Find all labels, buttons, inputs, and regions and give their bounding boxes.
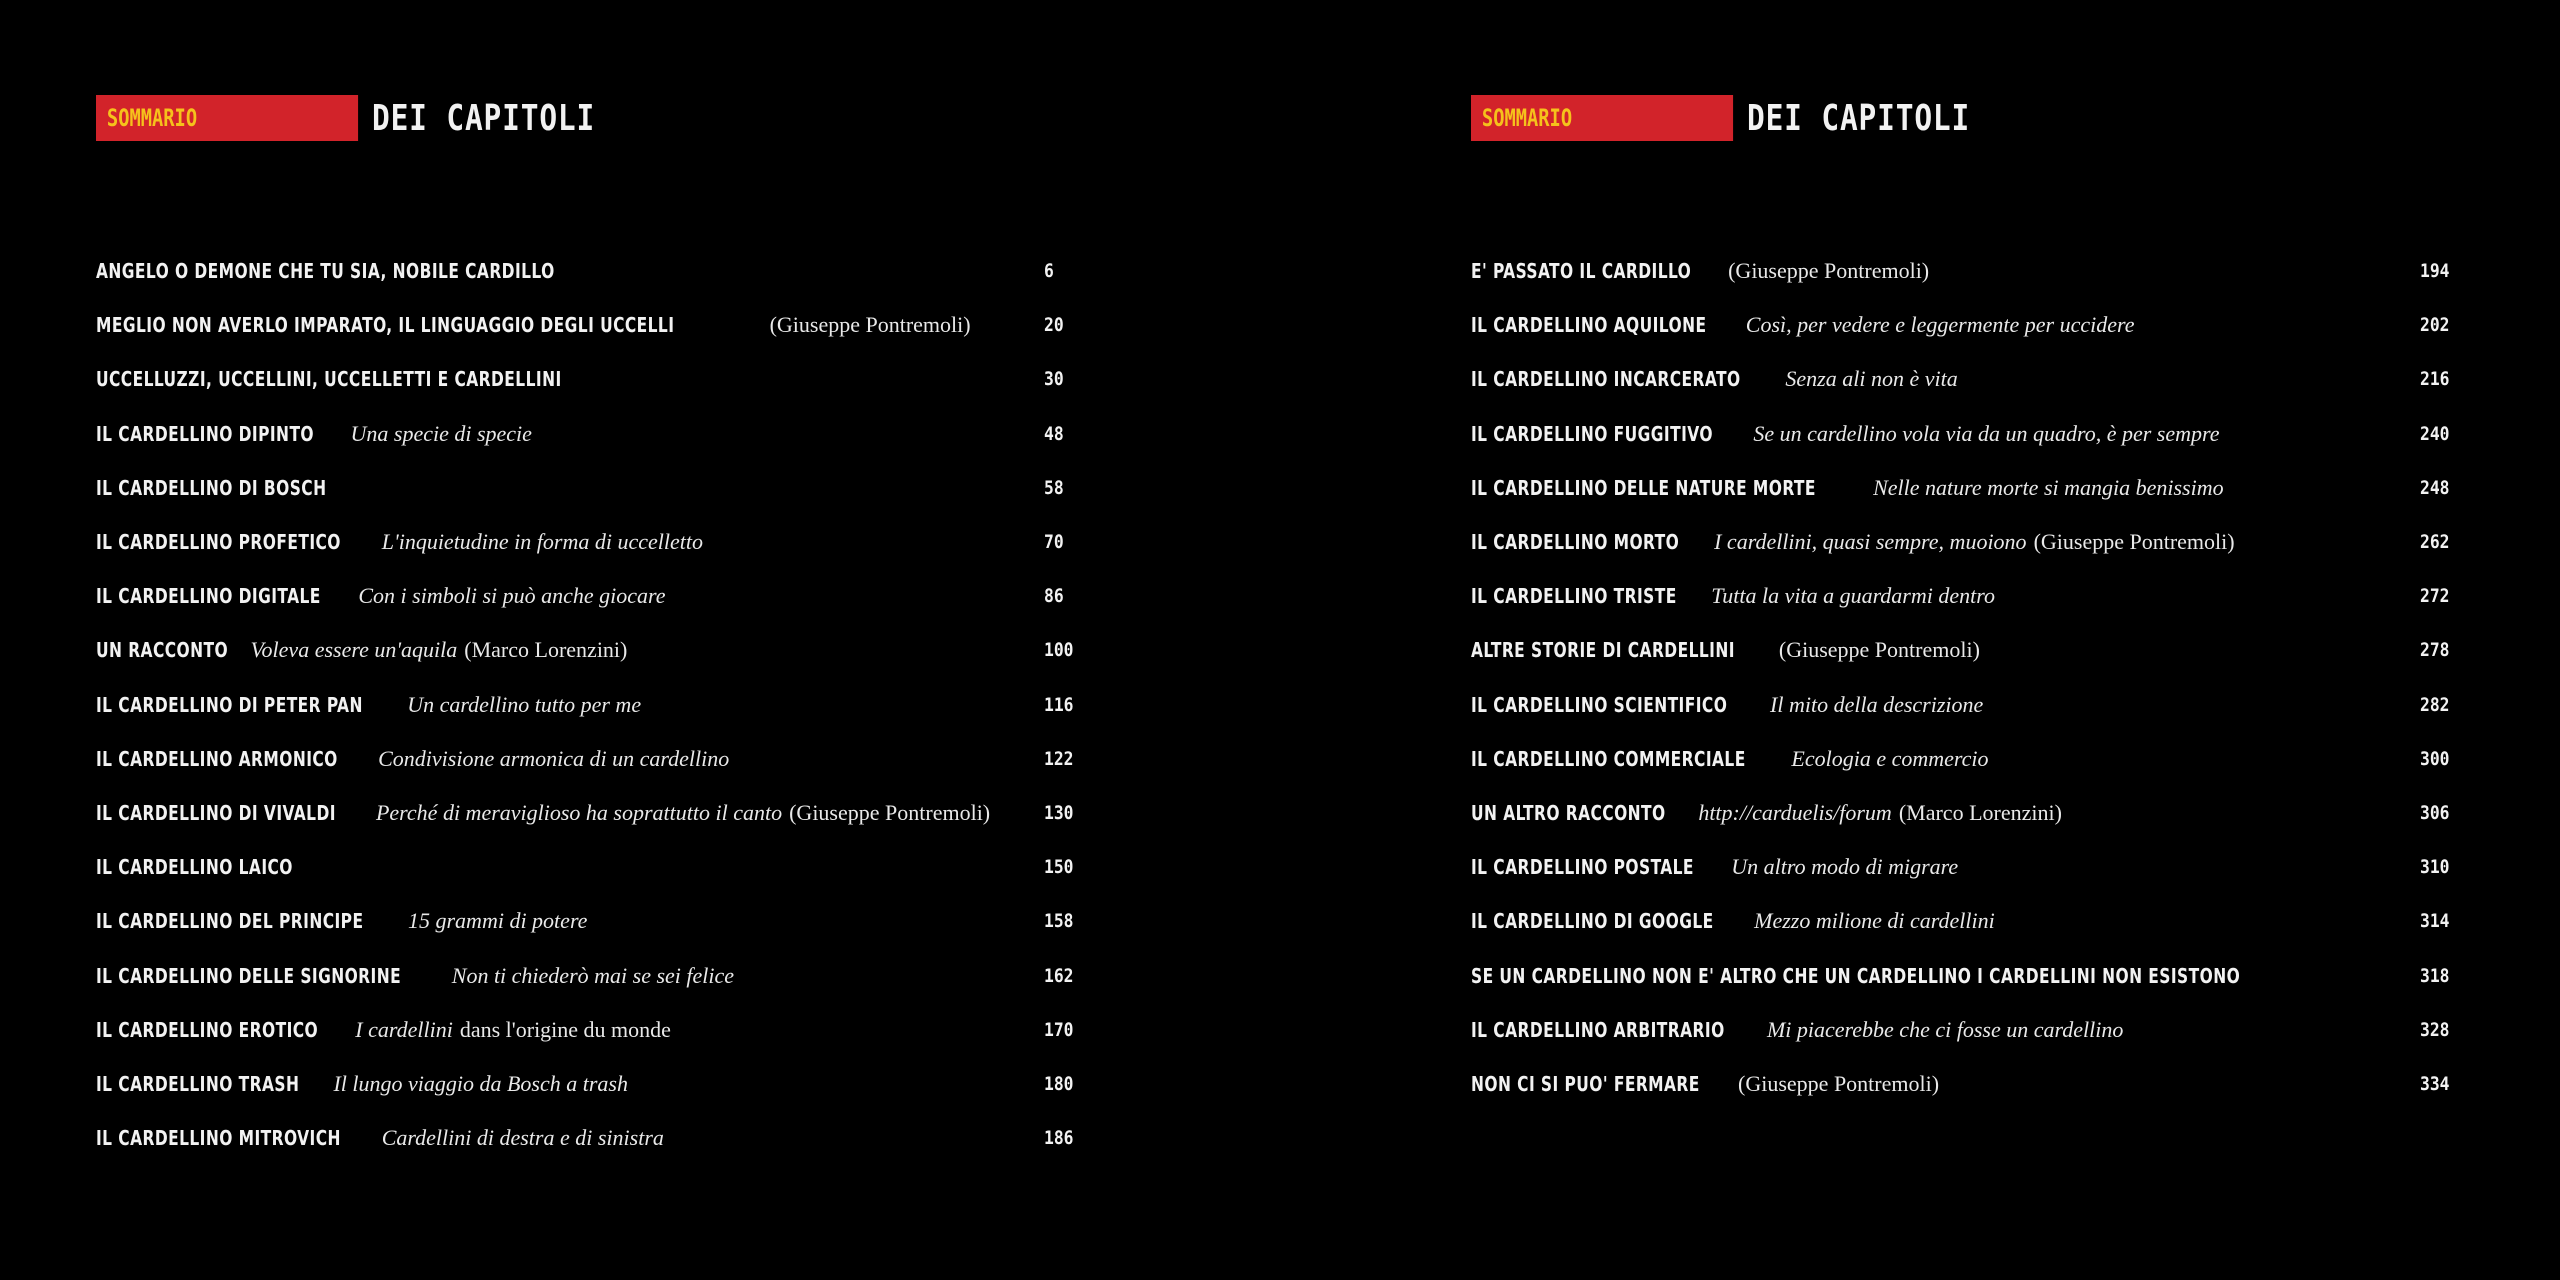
- page-number: 170: [1044, 1018, 1074, 1041]
- chapter-subtitle: Se un cardellino vola via da un quadro, è per sempre: [1753, 420, 2220, 446]
- page-number: 248: [2420, 476, 2450, 499]
- toc-entry: [96, 407, 1096, 461]
- page-number: 150: [1044, 856, 1074, 879]
- chapter-title: IL CARDELLINO LAICO: [96, 855, 293, 880]
- toc-entry: [1471, 461, 2471, 515]
- chapter-title: IL CARDELLINO SCIENTIFICO: [1471, 692, 1728, 717]
- chapter-subtitle: Il lungo viaggio da Bosch a trash: [333, 1070, 628, 1096]
- page-number: 272: [2420, 585, 2450, 608]
- heading-badge: SOMMARIO: [1471, 95, 1733, 141]
- toc-entry-text: [1471, 529, 2235, 555]
- toc-entry: [1471, 894, 2471, 948]
- page-number: 58: [1044, 476, 1064, 499]
- toc-entry: [1471, 515, 2471, 569]
- page-number: 282: [2420, 693, 2450, 716]
- chapter-subtitle: I cardellini, quasi sempre, muoiono: [1714, 529, 2027, 555]
- page-number: 262: [2420, 531, 2450, 554]
- toc-entry-text: [1471, 637, 1980, 663]
- chapter-subtitle: Ecologia e commercio: [1791, 745, 1989, 771]
- chapter-subtitle: Voleva essere un'aquila: [250, 637, 458, 663]
- chapter-subtitle: http://carduelis/forum: [1698, 799, 1892, 825]
- toc-entry-text: [1471, 312, 2135, 338]
- chapter-author: (Giuseppe Pontremoli): [769, 312, 971, 338]
- toc-entry-text: [1471, 366, 1958, 392]
- toc-entry-text: [1471, 1017, 2123, 1043]
- chapter-title: E' PASSATO IL CARDILLO: [1471, 259, 1692, 284]
- chapter-subtitle: Mezzo milione di cardellini: [1754, 908, 1995, 934]
- left-page: [96, 0, 1096, 1280]
- chapter-title: NON CI SI PUO' FERMARE: [1471, 1071, 1700, 1096]
- chapter-title: IL CARDELLINO DIPINTO: [96, 421, 315, 446]
- chapter-subtitle: 15 grammi di potere: [408, 908, 588, 934]
- toc-entry: [96, 461, 1096, 515]
- toc-entry-text: [96, 963, 734, 989]
- chapter-title: IL CARDELLINO DI VIVALDI: [96, 800, 336, 825]
- chapter-title: IL CARDELLINO DEL PRINCIPE: [96, 909, 364, 934]
- chapter-author: (Giuseppe Pontremoli): [789, 799, 991, 825]
- right-page: [1471, 0, 2471, 1280]
- chapter-title: IL CARDELLINO ARMONICO: [96, 746, 338, 771]
- toc-entry: [96, 894, 1096, 948]
- chapter-title: IL CARDELLINO ARBITRARIO: [1471, 1017, 1725, 1042]
- chapter-title: UCCELLUZZI, UCCELLINI, UCCELLETTI E CARDELLINI: [96, 367, 562, 392]
- chapter-subtitle: L'inquietudine in forma di uccelletto: [381, 529, 703, 555]
- toc-entry: [96, 298, 1096, 352]
- toc-entry: [1471, 840, 2471, 894]
- toc-entry-text: [96, 800, 990, 826]
- chapter-title: IL CARDELLINO POSTALE: [1471, 855, 1694, 880]
- chapter-subtitle: Non ti chiederò mai se sei felice: [451, 962, 735, 988]
- toc-heading: [96, 95, 644, 141]
- toc-entry-text: [96, 1071, 628, 1097]
- toc-entry: [96, 678, 1096, 732]
- toc-entry: [1471, 732, 2471, 786]
- toc-entry-text: [96, 692, 641, 718]
- toc-entry-text: [96, 746, 729, 772]
- page-number: 20: [1044, 314, 1064, 337]
- chapter-author: (Marco Lorenzini): [1898, 799, 2062, 825]
- toc-entry-text: [96, 259, 623, 283]
- chapter-title: IL CARDELLINO COMMERCIALE: [1471, 746, 1746, 771]
- toc-entry-text: [1471, 258, 1929, 284]
- page-number: 6: [1044, 260, 1054, 283]
- toc-entry-text: [96, 583, 666, 609]
- toc-entry: [1471, 244, 2471, 298]
- chapter-subtitle: Con i simboli si può anche giocare: [358, 583, 666, 609]
- toc-entry: [1471, 407, 2471, 461]
- chapter-title: IL CARDELLINO TRISTE: [1471, 584, 1677, 609]
- chapter-subtitle: Mi piacerebbe che ci fosse un cardellino: [1766, 1016, 2124, 1042]
- toc-entry-text: [1471, 854, 1958, 880]
- toc-entry: [1471, 352, 2471, 406]
- page-number: 100: [1044, 639, 1074, 662]
- toc-entry: [96, 352, 1096, 406]
- chapter-author: (Giuseppe Pontremoli): [1728, 258, 1930, 284]
- chapter-title: IL CARDELLINO FUGGITIVO: [1471, 421, 1713, 446]
- toc-entry: [1471, 1003, 2471, 1057]
- chapter-subtitle: Tutta la vita a guardarmi dentro: [1711, 583, 1995, 609]
- chapter-subtitle: Perché di meraviglioso ha soprattutto il canto: [375, 799, 783, 825]
- toc-entry: [96, 515, 1096, 569]
- chapter-title: IL CARDELLINO EROTICO: [96, 1017, 319, 1042]
- page-number: 194: [2420, 260, 2450, 283]
- toc-entry-text: [1471, 692, 1983, 718]
- toc-entry: [96, 948, 1096, 1002]
- toc-entry-text: [96, 476, 358, 500]
- chapter-title: ALTRE STORIE DI CARDELLINI: [1471, 638, 1735, 663]
- chapter-title: IL CARDELLINO DELLE NATURE MORTE: [1471, 475, 1816, 500]
- page-number: 86: [1044, 585, 1064, 608]
- toc-entry-text: [96, 1125, 664, 1151]
- toc-entry: [1471, 1057, 2471, 1111]
- toc-entry: [96, 786, 1096, 840]
- chapter-subtitle: Senza ali non è vita: [1785, 366, 1958, 392]
- chapter-title: ANGELO O DEMONE CHE TU SIA, NOBILE CARDILLO: [96, 259, 555, 284]
- toc-entry-text: [1471, 475, 2224, 501]
- chapter-author: (Marco Lorenzini): [464, 637, 628, 663]
- toc-heading: [1471, 95, 2019, 141]
- page-number: 158: [1044, 910, 1074, 933]
- chapter-title: UN RACCONTO: [96, 638, 229, 663]
- toc-entry: [96, 1003, 1096, 1057]
- chapter-title: IL CARDELLINO DELLE SIGNORINE: [96, 963, 402, 988]
- chapter-author: (Giuseppe Pontremoli): [1778, 637, 1980, 663]
- heading-badge: SOMMARIO: [96, 95, 358, 141]
- page-number: 216: [2420, 368, 2450, 391]
- chapter-author: (Giuseppe Pontremoli): [1738, 1070, 1940, 1096]
- page-number: 314: [2420, 910, 2450, 933]
- chapter-title: IL CARDELLINO INCARCERATO: [1471, 367, 1741, 392]
- toc-entry: [1471, 786, 2471, 840]
- chapter-title: IL CARDELLINO DI GOOGLE: [1471, 909, 1714, 934]
- toc-entry-text: [96, 855, 319, 879]
- page-number: 310: [2420, 856, 2450, 879]
- heading-title: DEI CAPITOLI: [372, 97, 596, 139]
- page-number: 306: [2420, 801, 2450, 824]
- chapter-subtitle: Un cardellino tutto per me: [407, 691, 642, 717]
- toc-entry: [1471, 569, 2471, 623]
- page-number: 202: [2420, 314, 2450, 337]
- toc-entry-text: [96, 367, 631, 391]
- chapter-title: IL CARDELLINO DI PETER PAN: [96, 692, 363, 717]
- chapter-title: IL CARDELLINO AQUILONE: [1471, 313, 1707, 338]
- chapter-subtitle: Così, per vedere e leggermente per uccidere: [1745, 312, 2135, 338]
- page-number: 318: [2420, 964, 2450, 987]
- chapter-title: IL CARDELLINO DIGITALE: [96, 584, 321, 609]
- toc-entry-text: [1471, 421, 2220, 447]
- toc-entry-text: [96, 908, 587, 934]
- toc-entry-text: [1471, 746, 1989, 772]
- page-number: 278: [2420, 639, 2450, 662]
- toc-entry: [1471, 623, 2471, 677]
- toc-entry-text: [1471, 964, 2359, 988]
- toc-entry: [96, 623, 1096, 677]
- toc-entry: [1471, 948, 2471, 1002]
- toc-entry-text: [96, 529, 703, 555]
- toc-entry: [1471, 298, 2471, 352]
- toc-entry: [96, 1111, 1096, 1165]
- chapter-subtitle: Un altro modo di migrare: [1731, 854, 1959, 880]
- chapter-title: IL CARDELLINO PROFETICO: [96, 530, 341, 555]
- page-number: 30: [1044, 368, 1064, 391]
- chapter-subtitle: Condivisione armonica di un cardellino: [378, 745, 730, 771]
- toc-list: [1471, 244, 2471, 1111]
- page-number: 70: [1044, 531, 1064, 554]
- chapter-title: MEGLIO NON AVERLO IMPARATO, IL LINGUAGGIO DEGLI UCCELLI: [96, 313, 675, 338]
- page-number: 162: [1044, 964, 1074, 987]
- chapter-subtitle: Il mito della descrizione: [1770, 691, 1984, 717]
- chapter-author: (Giuseppe Pontremoli): [2033, 529, 2235, 555]
- page-number: 180: [1044, 1072, 1074, 1095]
- toc-list: [96, 244, 1096, 1165]
- toc-entry: [96, 732, 1096, 786]
- chapter-subtitle: Nelle nature morte si mangia benissimo: [1873, 474, 2224, 500]
- toc-entry-text: [1471, 1071, 1939, 1097]
- toc-entry-text: [96, 421, 532, 447]
- chapter-title: SE UN CARDELLINO NON E' ALTRO CHE UN CARDELLINO I CARDELLINI NON ESISTONO: [1471, 963, 2241, 988]
- toc-entry-text: [96, 1017, 671, 1043]
- toc-entry-text: [1471, 908, 1995, 934]
- page-number: 334: [2420, 1072, 2450, 1095]
- toc-entry-text: [96, 312, 971, 338]
- chapter-title: IL CARDELLINO DI BOSCH: [96, 475, 327, 500]
- toc-entry: [96, 569, 1096, 623]
- toc-entry-text: [96, 637, 627, 663]
- page-number: 122: [1044, 747, 1074, 770]
- page-number: 130: [1044, 801, 1074, 824]
- toc-entry: [96, 244, 1096, 298]
- chapter-title: IL CARDELLINO MITROVICH: [96, 1126, 341, 1151]
- chapter-subtitle: Una specie di specie: [350, 420, 532, 446]
- toc-entry: [96, 1057, 1096, 1111]
- chapter-title: IL CARDELLINO TRASH: [96, 1071, 300, 1096]
- toc-entry: [96, 840, 1096, 894]
- toc-entry-text: [1471, 583, 1995, 609]
- page-number: 48: [1044, 422, 1064, 445]
- chapter-subtitle: I cardellini: [355, 1016, 453, 1042]
- page-number: 300: [2420, 747, 2450, 770]
- page-number: 116: [1044, 693, 1074, 716]
- chapter-title: IL CARDELLINO MORTO: [1471, 530, 1680, 555]
- page-number: 328: [2420, 1018, 2450, 1041]
- chapter-title: UN ALTRO RACCONTO: [1471, 800, 1666, 825]
- heading-title: DEI CAPITOLI: [1747, 97, 1971, 139]
- toc-entry: [1471, 678, 2471, 732]
- toc-entry-text: [1471, 800, 2062, 826]
- page-number: 240: [2420, 422, 2450, 445]
- chapter-author: dans l'origine du monde: [459, 1016, 671, 1042]
- chapter-subtitle: Cardellini di destra e di sinistra: [381, 1125, 664, 1151]
- page-number: 186: [1044, 1127, 1074, 1150]
